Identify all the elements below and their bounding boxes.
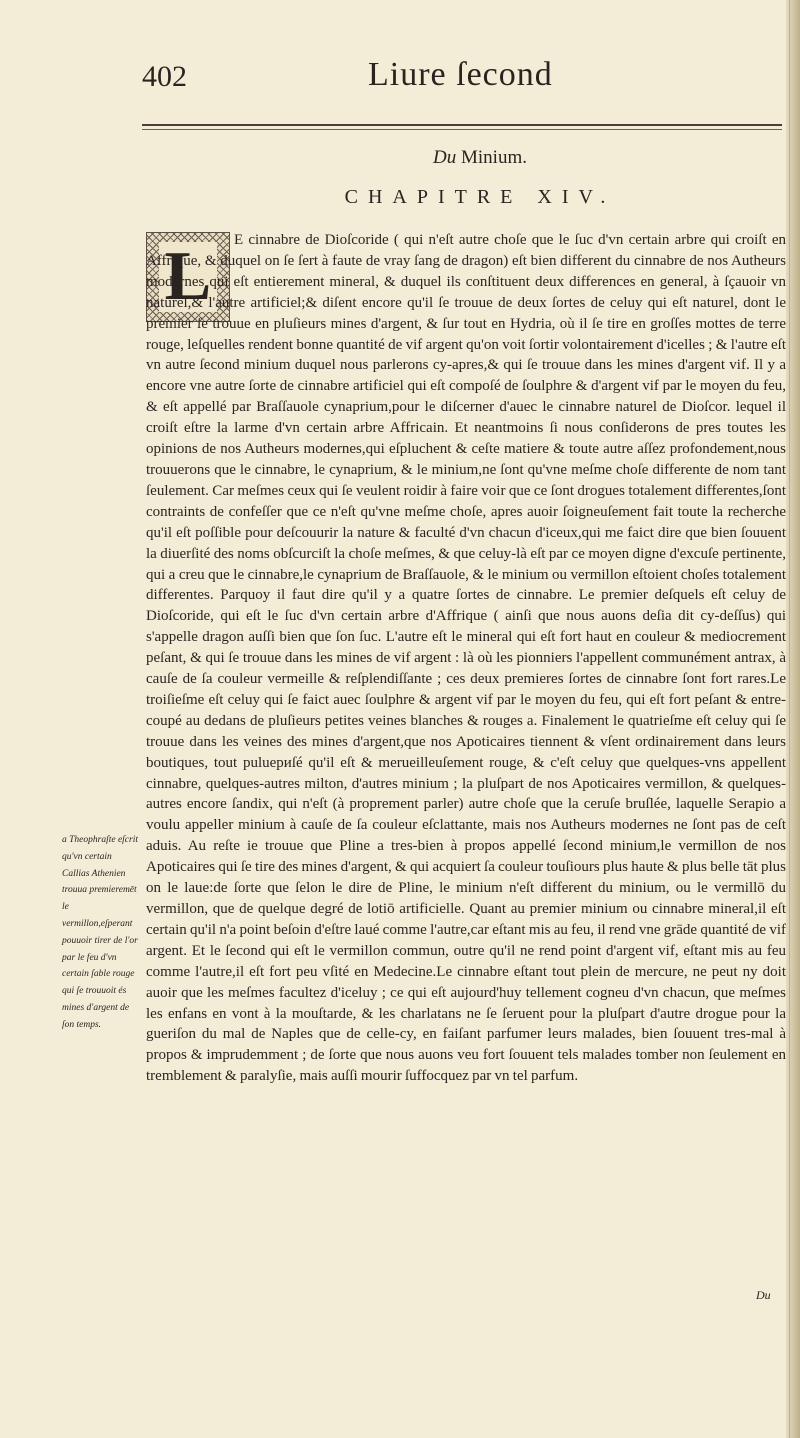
drop-cap-space (58, 230, 146, 316)
header-rule-thin (142, 129, 782, 130)
header-rule (142, 124, 782, 126)
catchword: Du (756, 1288, 771, 1302)
section-title-prefix: Du (433, 147, 457, 168)
chapter-title: CHAPITRE XIV. (344, 186, 616, 208)
section-title-word: Minium. (461, 147, 527, 168)
margin-note: a Theophraſte eſcrit qu'vn certain Callias Athenien trouua premieremēt le vermillon,eſperant pouuoir tirer de l'or par le feu d'vn certain ſable rouge qui ſe trouuoit és mines d'argent de ſon temps. (62, 835, 138, 1030)
body-paragraph: E cinnabre de Dioſcoride ( qui n'eſt autre choſe que le ſuc d'vn certain arbre qui croiſt en Affrique, & duquel on ſe ſert à faute de vray ſang de dragon) eſt bien different du cinnabre de nos Autheurs modernes qui eſt entierement mineral, & duquel ils conſtituent deux differences en general, à ſçauoir vn naturel,& l'autre artificiel;& diſent encore qu'il ſe trouue de deux ſortes de celuy qui eſt naturel, dont le premier ſe trouue en pluſieurs mines d'argent, & ſur tout en Hydria, où il ſe tire en groſſes mottes de terre rouge, leſquelles rendent bonne quantité de vif argent qu'on voit ſortir volontairement d'icelles ; & l'autre eſt vn autre ſecond minium duquel nous parlerons cy-apres,& qui ſe trouue dans les mines d'argent vif. Il y a encore vne autre ſorte de cinnabre artificiel qui eſt compoſé de ſoulphre & d'argent vif par le moyen du feu, & eſt appellé par Braſſauole cynaprium,pour le diſcerner d'auec le cinnabre naturel de Dioſcor. lequel il croiſt eſtre la larme d'vn certain arbre Affricain. Et neantmoins ſi nous conſiderons de pres toutes les opinions de nos Autheurs modernes,qui eſpluchent & ceſte matiere & toute autre aſſez profondement,nous trouuerons que le cinnabre, le cynaprium, & le minium,ne ſont qu'vne meſme choſe differente de nom tant ſeulement. Car meſmes ceux qui ſe veulent roidir à faire voir que ce ſont drogues totalement differentes,ſont contraints de confeſſer que ce n'eſt qu'vne meſme choſe, apres auoir ſoigneuſement fait toute la recherche qu'il eſt poſſible pour deſcouurir la nature & faculté d'vn chacun d'iceux,qui me faict dire que bien ſouuent la diuerſité des noms obſcurciſt la choſe meſmes, & que celuy-là eſt par ce moyen digne d'excuſe pertinente, qui a creu que le cinnabre,le cynaprium de Braſſauole, & le minium ou vermillon eſtoient choſes totalement differentes. Parquoy il faut dire qu'il y a quatre ſortes de cinnabre. Le premier deſquels eſt celuy de Dioſcoride, qui eſt le ſuc d'vn certain arbre d'Affrique ( ainſi que nous auons deſia dit cy-deſſus) qui s'appelle dragon auſſi bien que ſon ſuc. L'autre eſt le mineral qui eſt fort haut en couleur & mediocrement peſant, & qui ſe trouue dans les mines de vif argent : là où les pionniers l'appellent communément antrax, à cauſe de ſa couleur vermeille & reſplendiſſante ; ces deux premieres ſortes de cinnabre ſont fort rares.Le troiſieſme eſt celuy qui ſe faict auec ſoulphre & argent vif par le moyen du feu, qui eſt fort peſant & entre-coupé au dedans de pluſieurs petites veines blanches & rouges a. Finalement le quatrieſme eſt celuy qui ſe trouue dans les veines des mines d'argent,que nos Apoticaires tiennent & vſent ordinairement dans leurs boutiques, tout puluериſé qu'il eſt & merueilleuſement rouge, & c'eſt celuy que quelques-vns appellent cinnabre, quelques-autres milton, d'autres minium ; la pluſpart de nos Apoticaires vermillon, & quelques-autres encore ſandix, qui n'eſt (à proprement parler) autre choſe que la ceruſe bruſlée, laquelle Serapio a voulu appeller minium à cauſe de ſa couleur eſclattante, mais nos Autheurs modernes ne ſont pas de ceſt aduis. Au reſte ie trouue que Pline a tres-bien à propos appellé ſecond minium,le vermillon de nos Apoticaires qui ſe tire des mines d'argent, & qui acquiert ſa couleur touſiours plus haute & plus belle tāt plus on le laue:de ſorte que ſelon le dire de Pline, le minium n'eſt different du minium, ou le vermillō du vermillon, que de quelque degré de lotiō artificielle. Quant au premier minium ou cinnabre mineral,il eſt certain qu'il n'a point beſoin d'eſtre laué comme l'autre,car eſtant mis au feu, il rend vne grāde quantité de vif argent. Et le ſecond qui eſt le vermillon commun, outre qu'il ne rend point d'argent vif, eſtant mis au feu comme l'autre,il eſt fort peu vſité en Medecine.Le cinnabre eſtant tout plein de mercure, ne peut ny doit auoir que les meſmes facultez d'iceluy ; ce qui eſt aujourd'huy tellement cogneu d'vn chacun, que meſmes les enfans en vont à la mouſtarde, & les charlatans ne ſe ſeruent pour la pluſpart d'autre drogue pour la gueriſon du mal de Naples que de celle-cy, en faiſant parfumer leurs malades, bien ſouuent tres-mal à propos & imprudemment ; de ſorte que nous auons veu fort ſouuent tels malades tomber non ſeulement en tremblement & paralyſie, mais auſſi mourir ſuffocquez par vn tel parfum. (146, 232, 786, 1085)
section-title (0, 147, 800, 169)
binding-line (789, 0, 790, 1438)
page-number: 402 (142, 60, 187, 93)
running-head: Liure ſecond (368, 56, 553, 93)
drop-cap-letter: L (159, 242, 218, 312)
body-text (146, 230, 786, 1087)
